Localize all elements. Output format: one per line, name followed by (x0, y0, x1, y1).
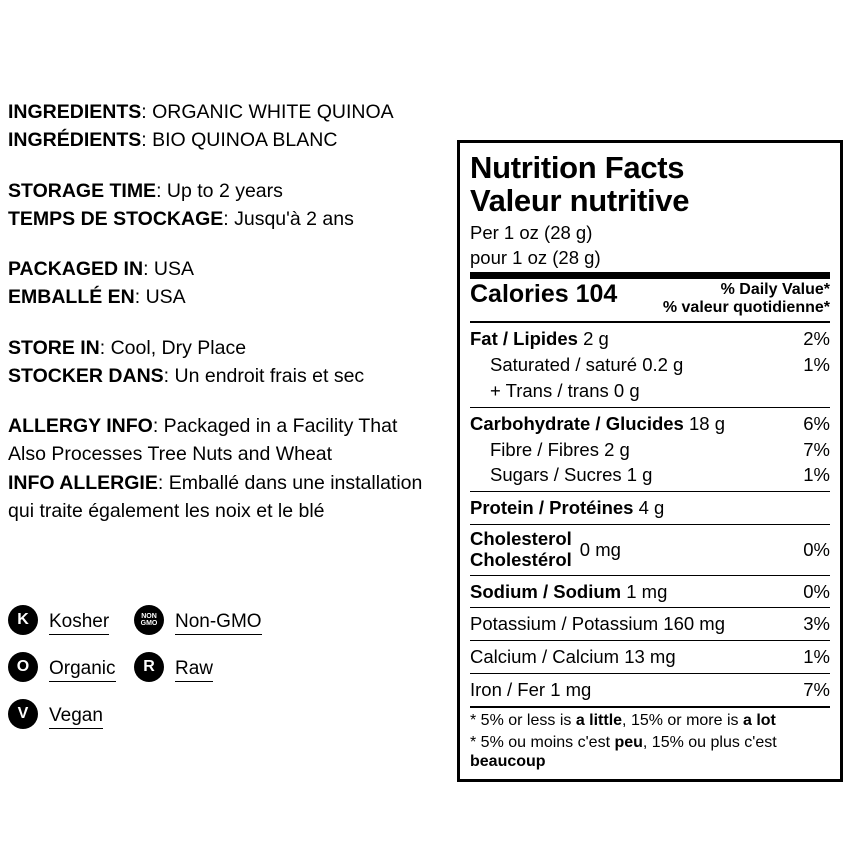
footnote-fr-part1: * 5% ou moins c'est (470, 734, 615, 752)
info-value: : Jusqu'à 2 ans (223, 207, 354, 230)
nutrient-dv: 6% (803, 412, 830, 434)
info-line (8, 469, 458, 497)
badge-non-gmo (134, 605, 260, 635)
store-in-block (8, 334, 458, 391)
badge-vegan (8, 699, 134, 729)
nutrient-row-iron (470, 677, 830, 703)
nutrient-row-sugars (470, 462, 830, 488)
badge-label: Vegan (49, 705, 103, 729)
divider-thick (470, 272, 830, 279)
info-label: STOCKER DANS (8, 364, 164, 387)
footnote-fr (470, 733, 830, 771)
nutrient-name: Protein / Protéines (470, 497, 634, 519)
nutrient-name: Saturated / saturé 0.2 g (490, 354, 684, 376)
nutrient-dv: 2% (803, 328, 830, 350)
calories-label: Calories 104 (470, 280, 618, 309)
nutrient-name (470, 529, 572, 570)
footnote-fr-part2: , 15% ou plus c'est (642, 734, 777, 752)
storage-time-block (8, 177, 458, 234)
info-line (8, 205, 458, 233)
nutrient-amount: 2 g (577, 328, 609, 350)
packaged-in-block (8, 255, 458, 312)
badge-label: Organic (49, 658, 116, 682)
nutrient-dv: 1% (803, 354, 830, 376)
info-value: : Un endroit frais et sec (163, 364, 365, 387)
nutrient-dv: 1% (803, 646, 830, 668)
nutrient-dv: 0% (803, 580, 830, 602)
badge-kosher (8, 605, 134, 635)
divider (470, 321, 830, 323)
info-line (8, 334, 458, 362)
non-gmo-icon: NON GMO (134, 605, 164, 635)
info-value: : USA (143, 258, 194, 281)
badge-row (8, 605, 448, 635)
info-line (8, 255, 458, 283)
certification-badges (8, 605, 448, 746)
info-value: qui traite également les noix et le blé (8, 499, 325, 522)
badge-label: Non-GMO (175, 611, 262, 635)
badge-raw (134, 652, 260, 682)
nutrient-row-protein (470, 495, 830, 521)
nutrient-amount: 4 g (633, 497, 665, 519)
daily-value-header-en: % Daily Value* (720, 281, 830, 299)
badge-label: Kosher (49, 611, 109, 635)
nutrient-row-carbohydrate (470, 411, 830, 437)
info-value: : BIO QUINOA BLANC (141, 129, 338, 152)
footnote-en-part1: * 5% or less is (470, 711, 576, 729)
nutrient-name: Sodium / Sodium (470, 580, 622, 602)
ingredients-block (8, 98, 458, 155)
badge-row (8, 652, 448, 682)
info-line (8, 362, 458, 390)
nutrient-row-fat (470, 326, 830, 352)
nutrient-name: Carbohydrate / Glucides (470, 412, 684, 434)
divider (470, 524, 830, 525)
serving-size-fr: pour 1 oz (28 g) (470, 247, 601, 269)
info-label: INGREDIENTS (8, 101, 142, 123)
nutrient-row-sodium (470, 579, 830, 605)
nutrient-row-calcium (470, 644, 830, 670)
nutrient-amount: 1 mg (621, 580, 668, 602)
nutrient-row-cholesterol (470, 528, 830, 571)
daily-value-header (663, 281, 830, 317)
footnote-en-bold1: a little (575, 711, 623, 729)
info-line (8, 126, 458, 154)
info-line (8, 177, 458, 205)
info-value: : ORGANIC WHITE QUINOA (141, 101, 394, 123)
nutrient-amount: 0 mg (579, 538, 621, 560)
info-line (8, 283, 458, 311)
nutrition-facts-panel (457, 140, 843, 782)
nutrition-title-en: Nutrition Facts (470, 150, 685, 185)
nutrient-row-saturated (470, 352, 830, 378)
badge-label: Raw (175, 658, 213, 682)
nutrient-name: Fibre / Fibres 2 g (490, 438, 630, 460)
nutrient-row-fibre (470, 437, 830, 463)
calories-row (470, 279, 830, 318)
nutrient-name: Calcium / Calcium 13 mg (470, 646, 676, 668)
divider (470, 491, 830, 492)
badge-organic (8, 652, 134, 682)
daily-value-header-fr: % valeur quotidienne* (662, 299, 830, 317)
allergy-info-block (8, 412, 458, 525)
cholesterol-label-en: Cholesterol (470, 528, 572, 550)
nutrient-row-potassium (470, 611, 830, 637)
serving-size-en: Per 1 oz (28 g) (470, 221, 593, 243)
vegan-icon: V (8, 699, 38, 729)
info-value: : Emballé dans une installation (157, 471, 423, 494)
info-label: INFO ALLERGIE (8, 471, 158, 494)
nutrient-dv: 1% (803, 464, 830, 486)
divider (470, 575, 830, 576)
nutrient-dv: 7% (803, 438, 830, 460)
nutrient-name: Potassium / Potassium 160 mg (470, 613, 725, 635)
info-value: : Packaged in a Facility That (152, 415, 398, 438)
info-line (8, 497, 458, 525)
nutrient-amount: 18 g (683, 412, 725, 434)
nutrient-dv: 3% (803, 613, 830, 635)
divider (470, 640, 830, 641)
raw-icon: R (134, 652, 164, 682)
divider (470, 407, 830, 408)
nutrient-name: Fat / Lipides (470, 328, 578, 350)
cholesterol-label-fr: Cholestérol (470, 548, 572, 570)
info-line (8, 98, 458, 126)
divider (470, 607, 830, 608)
nutrient-dv: 0% (803, 538, 830, 560)
info-label: ALLERGY INFO (8, 415, 153, 438)
nutrition-title-fr: Valeur nutritive (470, 183, 690, 219)
info-label: PACKAGED IN (8, 258, 144, 281)
info-label: STORAGE TIME (8, 179, 157, 202)
info-value: : Cool, Dry Place (99, 336, 247, 359)
info-label: EMBALLÉ EN (8, 286, 135, 309)
footnote-fr-part3: beaucoup (470, 753, 546, 771)
info-line (8, 440, 458, 468)
nutrient-dv: 7% (803, 679, 830, 700)
nutrient-name: Iron / Fer 1 mg (470, 679, 592, 700)
info-label: STORE IN (8, 336, 100, 359)
product-info-column (8, 98, 458, 547)
footnote-en (470, 711, 830, 730)
footnote-en-part2: , 15% or more is (622, 711, 743, 729)
footnote-fr-bold1: peu (614, 734, 643, 752)
info-value: : Up to 2 years (156, 179, 283, 202)
info-value: : USA (134, 286, 186, 309)
badge-row (8, 699, 448, 729)
info-label: TEMPS DE STOCKAGE (8, 207, 224, 230)
footnote-en-bold2: a lot (742, 711, 776, 729)
organic-icon: O (8, 652, 38, 682)
divider (470, 706, 830, 708)
info-label: INGRÉDIENTS (8, 129, 142, 152)
nutrient-row-trans (470, 378, 830, 404)
info-value: Also Processes Tree Nuts and Wheat (8, 443, 333, 466)
divider (470, 673, 830, 674)
nutrient-name: + Trans / trans 0 g (490, 379, 640, 401)
nutrient-name: Sugars / Sucres 1 g (490, 464, 653, 486)
kosher-icon: K (8, 605, 38, 635)
info-line (8, 412, 458, 440)
